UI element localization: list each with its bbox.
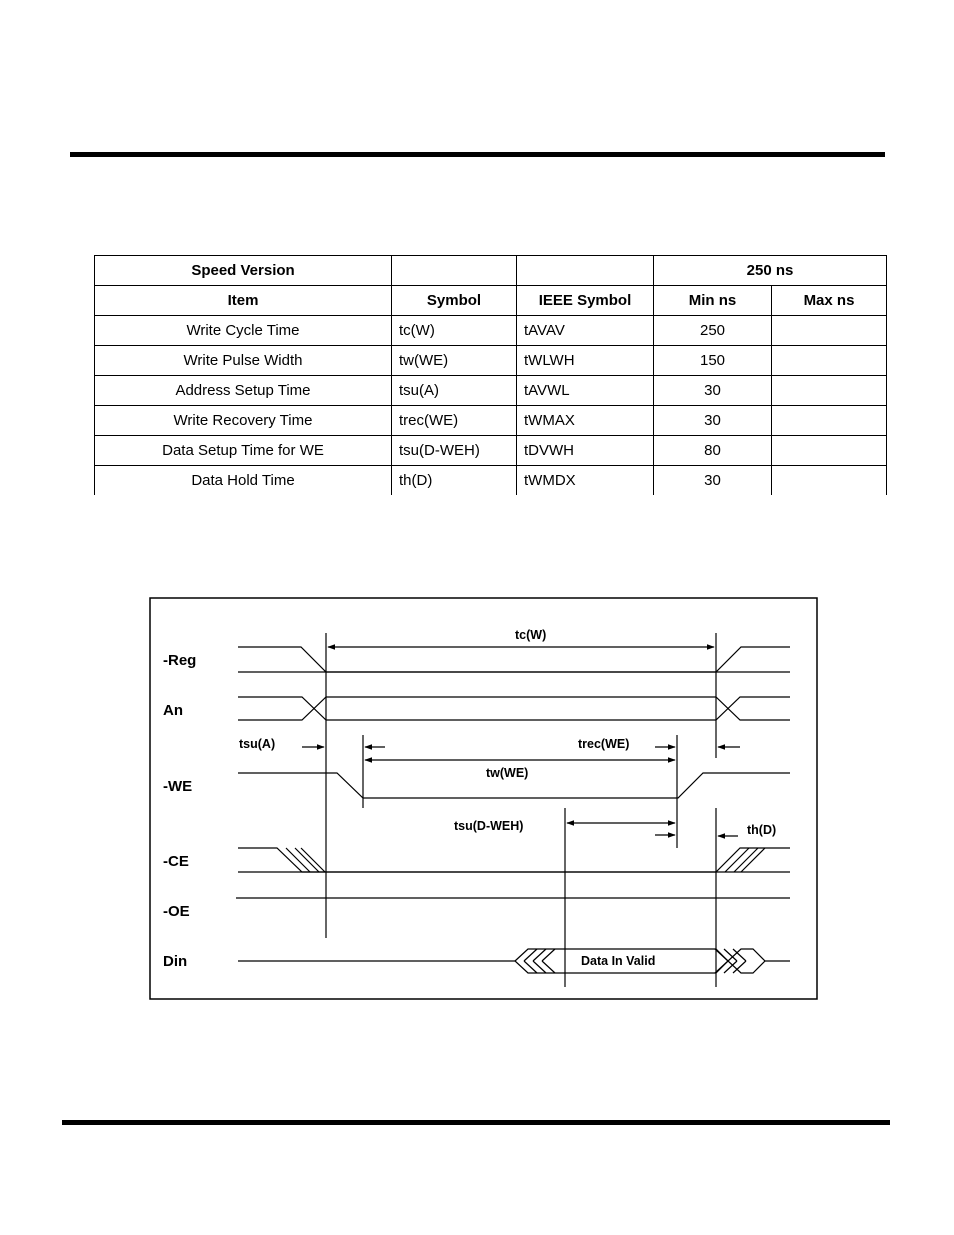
min-cell: 30 bbox=[654, 376, 772, 406]
symbol-cell: th(D) bbox=[392, 466, 517, 496]
ieee-symbol-cell: tAVAV bbox=[517, 316, 654, 346]
signal-label-we: -WE bbox=[163, 778, 193, 795]
column-header-max: Max ns bbox=[772, 286, 887, 316]
column-header-ieee-symbol: IEEE Symbol bbox=[517, 286, 654, 316]
ieee-symbol-cell: tWMAX bbox=[517, 406, 654, 436]
column-header-symbol: Symbol bbox=[392, 286, 517, 316]
bottom-rule bbox=[62, 1120, 890, 1125]
signal-label-ce: -CE bbox=[163, 853, 189, 870]
tsua-label: tsu(A) bbox=[239, 737, 276, 751]
item-cell: Write Pulse Width bbox=[95, 346, 392, 376]
signal-label-an: An bbox=[163, 702, 183, 719]
din-waveform bbox=[238, 949, 790, 973]
ieee-symbol-cell: tWMDX bbox=[517, 466, 654, 496]
column-header-min: Min ns bbox=[654, 286, 772, 316]
reference-lines bbox=[326, 633, 716, 987]
item-cell: Write Recovery Time bbox=[95, 406, 392, 436]
an-waveform bbox=[238, 697, 790, 720]
item-cell: Data Setup Time for WE bbox=[95, 436, 392, 466]
symbol-cell: tsu(A) bbox=[392, 376, 517, 406]
trecwe-label: trec(WE) bbox=[578, 737, 630, 751]
item-cell: Address Setup Time bbox=[95, 376, 392, 406]
ce-waveform bbox=[238, 848, 790, 872]
min-cell: 30 bbox=[654, 466, 772, 496]
item-cell: Write Cycle Time bbox=[95, 316, 392, 346]
signal-label-oe: -OE bbox=[163, 903, 190, 920]
twwe-label: tw(WE) bbox=[486, 766, 529, 780]
data-in-valid-label: Data In Valid bbox=[581, 954, 656, 968]
item-cell: Data Hold Time bbox=[95, 466, 392, 496]
signal-label-din: Din bbox=[163, 953, 188, 970]
symbol-cell: tc(W) bbox=[392, 316, 517, 346]
speed-value-header: 250 ns bbox=[654, 256, 887, 286]
symbol-cell: tw(WE) bbox=[392, 346, 517, 376]
ieee-symbol-cell: tWLWH bbox=[517, 346, 654, 376]
tcw-label: tc(W) bbox=[515, 628, 547, 642]
column-header-item: Item bbox=[95, 286, 392, 316]
symbol-cell: tsu(D-WEH) bbox=[392, 436, 517, 466]
tsudweh-label: tsu(D-WEH) bbox=[454, 819, 524, 833]
reg-waveform bbox=[238, 647, 790, 672]
thd-label: th(D) bbox=[747, 823, 777, 837]
min-cell: 30 bbox=[654, 406, 772, 436]
signal-label-reg: -Reg bbox=[163, 652, 197, 669]
speed-version-header: Speed Version bbox=[95, 256, 392, 286]
min-cell: 80 bbox=[654, 436, 772, 466]
ieee-symbol-cell: tDVWH bbox=[517, 436, 654, 466]
symbol-cell: trec(WE) bbox=[392, 406, 517, 436]
min-cell: 250 bbox=[654, 316, 772, 346]
ieee-symbol-cell: tAVWL bbox=[517, 376, 654, 406]
min-cell: 150 bbox=[654, 346, 772, 376]
